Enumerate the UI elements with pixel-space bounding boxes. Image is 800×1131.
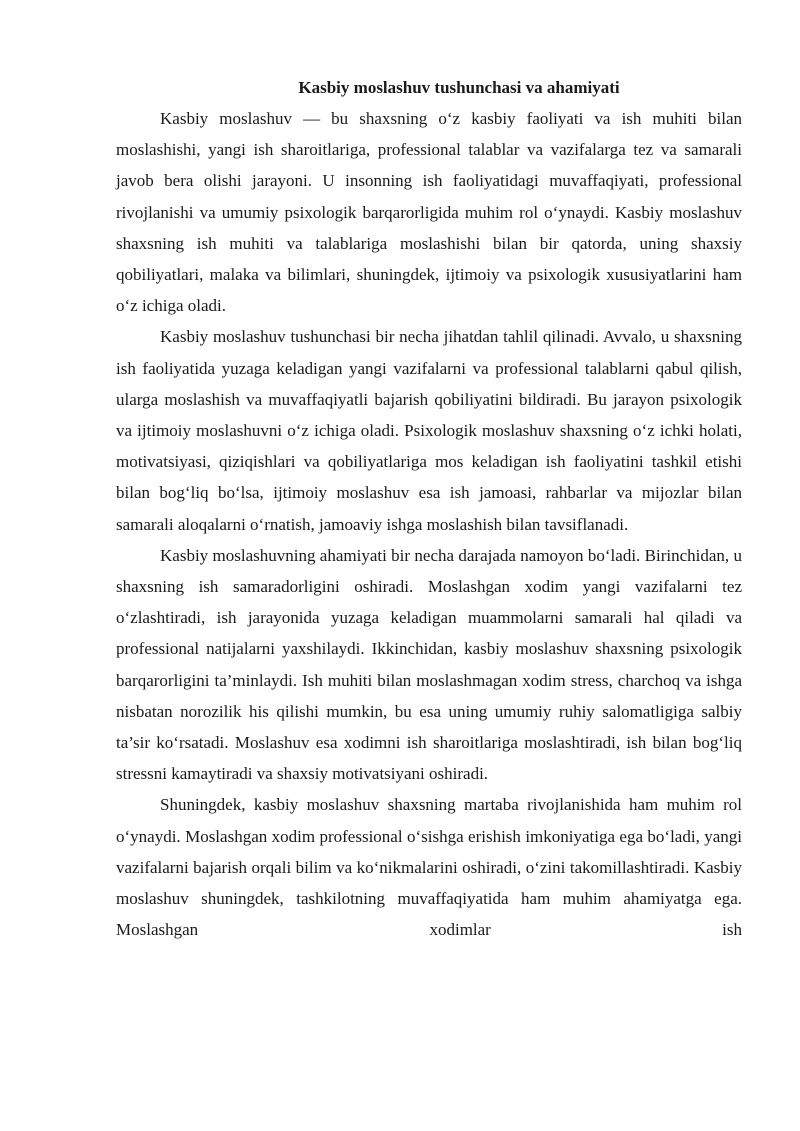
document-page [116,72,742,945]
paragraph-4: Shuningdek, kasbiy moslashuv shaxsning martaba rivojlanishida ham muhim rol o‘ynaydi. Moslashgan xodim professional o‘sishga erishish imkoniyatiga ega bo‘ladi, yangi vazifalarni bajarish orqali bilim va ko‘nikmalarini oshiradi, o‘zini takomillashtiradi. Kasbiy moslashuv shuningdek, tashkilotning muvaffaqiyatida ham muhim ahamiyatga ega. Moslashgan xodimlar ish [116,795,742,940]
document-title: Kasbiy moslashuv tushunchasi va ahamiyati [298,78,620,97]
paragraph-2: Kasbiy moslashuv tushunchasi bir necha jihatdan tahlil qilinadi. Avvalo, u shaxsning ish faoliyatida yuzaga keladigan yangi vazifalarni va professional talablarni qabul qilish, ularga moslashish va muvaffaqiyatli bajarish qobiliyatini bildiradi. Bu jarayon psixologik va ijtimoiy moslashuvni o‘z ichiga oladi. Psixologik moslashuv shaxsning o‘z ichki holati, motivatsiyasi, qiziqishlari va qobiliyatlariga mos keladigan ish faoliyatini tashkil etishi bilan bog‘liq bo‘lsa, ijtimoiy moslashuv esa ish jamoasi, rahbarlar va mijozlar bilan samarali aloqalarni o‘rnatish, jamoaviy ishga moslashish bilan tavsiflanadi. [116,327,742,534]
paragraph-3: Kasbiy moslashuvning ahamiyati bir necha darajada namoyon bo‘ladi. Birinchidan, u shaxsning ish samaradorligini oshiradi. Moslashgan xodim yangi vazifalarni tez o‘zlashtiradi, ish jarayonida yuzaga keladigan muammolarni samarali hal qiladi va professional natijalarni yaxshilaydi. Ikkinchidan, kasbiy moslashuv shaxsning psixologik barqarorligini ta’minlaydi. Ish muhiti bilan moslashmagan xodim stress, charchoq va ishga nisbatan norozilik his qilishi mumkin, bu esa uning umumiy ruhiy salomatligiga salbiy ta’sir ko‘rsatadi. Moslashuv esa xodimni ish sharoitlariga moslashtiradi, ish bilan bog‘liq stressni kamaytiradi va shaxsiy motivatsiyani oshiradi. [116,545,742,784]
paragraph-1: Kasbiy moslashuv — bu shaxsning o‘z kasbiy faoliyati va ish muhiti bilan moslashishi, yangi ish sharoitlariga, professional talablar va vazifalarga tez va samarali javob bera olishi jarayoni. U insonning ish faoliyatidagi muvaffaqiyati, professional rivojlanishi va umumiy psixologik barqarorligida muhim rol o‘ynaydi. Kasbiy moslashuv shaxsning ish muhiti va talablariga moslashishi bilan bir qatorda, uning shaxsiy qobiliyatlari, malaka va bilimlari, shuningdek, ijtimoiy va psixologik xususiyatlarini ham o‘z ichiga oladi. [116,109,742,316]
